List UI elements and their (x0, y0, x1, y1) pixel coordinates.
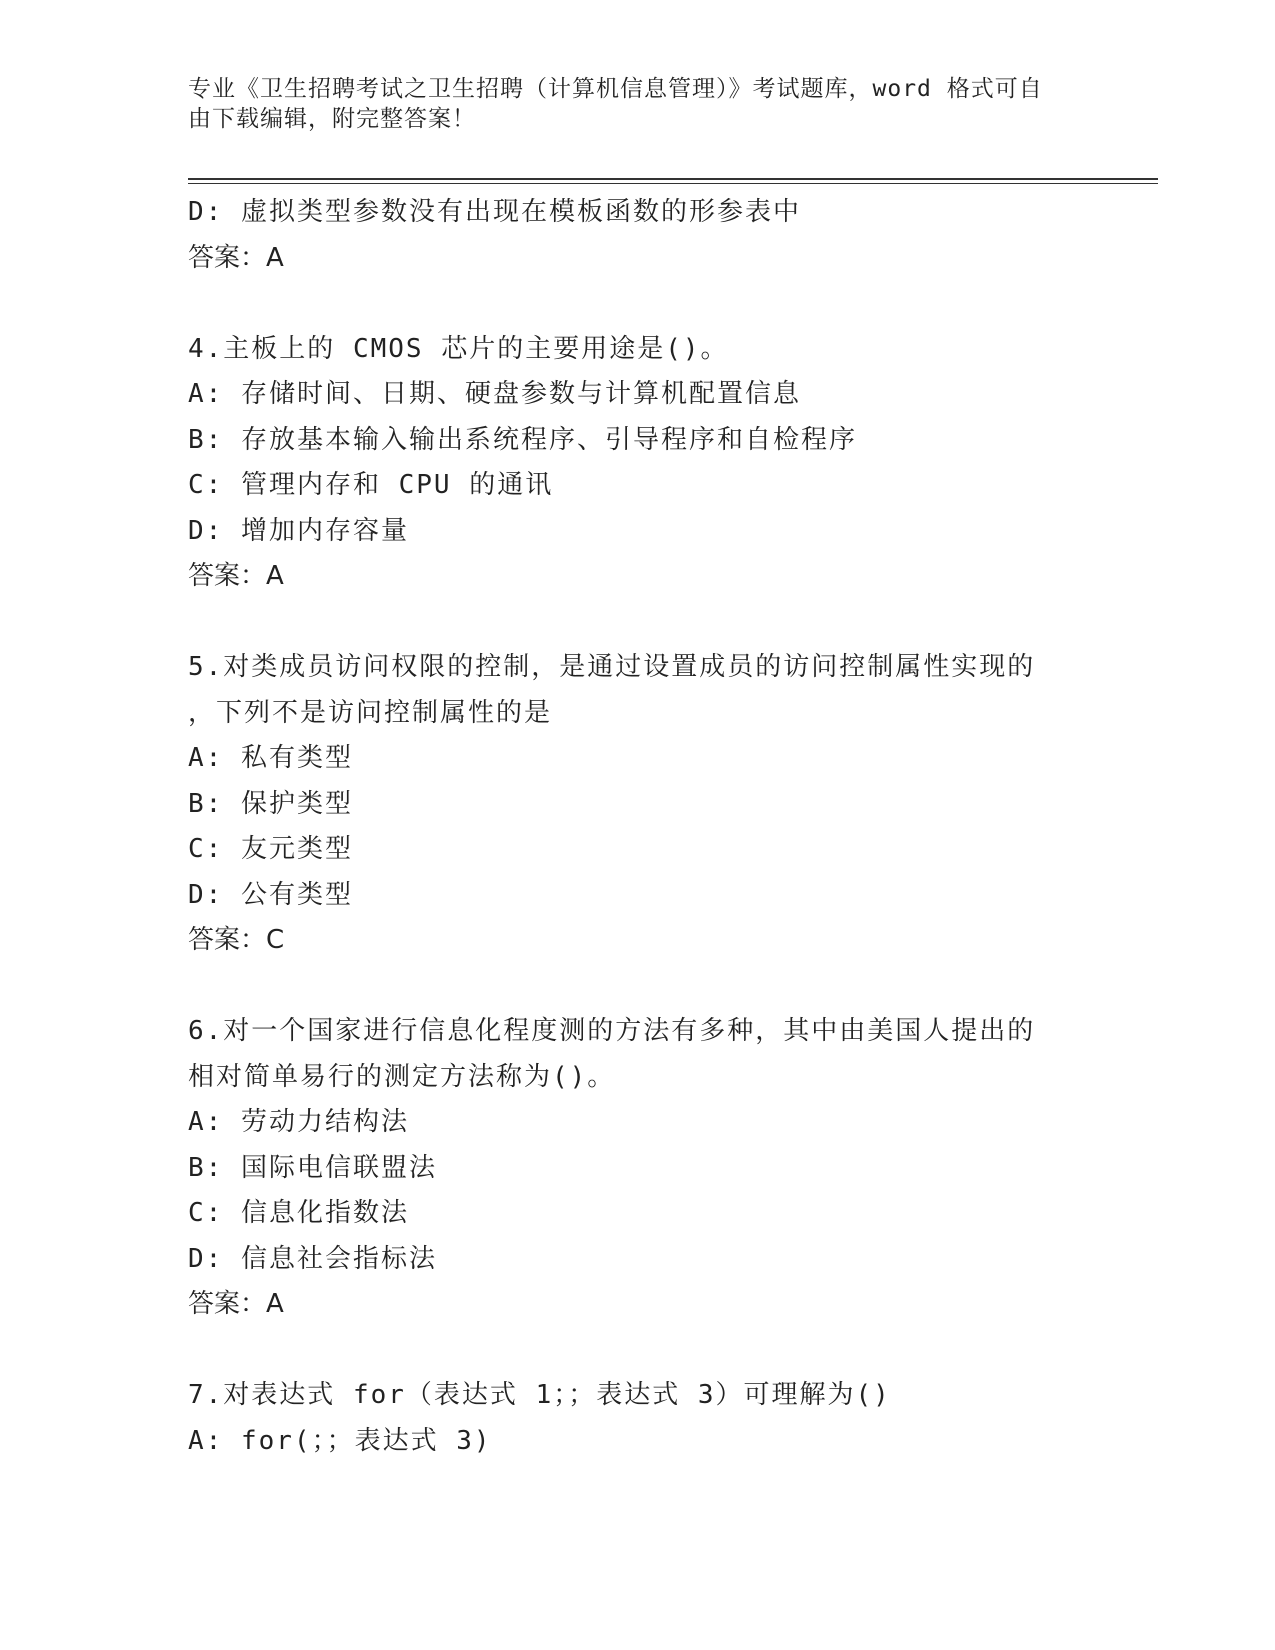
spacer (188, 1328, 1088, 1374)
question-4 (188, 327, 1088, 600)
question-list (188, 190, 1088, 1464)
answer: 答案：A (188, 561, 284, 591)
option-a: A: for(；；表达式 3) (188, 1425, 492, 1456)
question-7 (188, 1373, 1088, 1464)
option-c: C: 信息化指数法 (188, 1198, 409, 1228)
option-b: B: 保护类型 (188, 788, 353, 819)
option-d: D: 虚拟类型参数没有出现在模板函数的形参表中 (188, 197, 801, 227)
question-stem-line-1: 6.对一个国家进行信息化程度测的方法有多种，其中由美国人提出的 (188, 1016, 1036, 1046)
question-5 (188, 645, 1088, 964)
answer: 答案：A (188, 1289, 284, 1319)
option-d: D: 增加内存容量 (188, 515, 409, 546)
spacer (188, 281, 1088, 327)
option-a: A: 存储时间、日期、硬盘参数与计算机配置信息 (188, 379, 801, 409)
header-divider-thick (188, 178, 1158, 180)
question-3-tail (188, 190, 1088, 281)
option-a: A: 劳动力结构法 (188, 1107, 409, 1137)
spacer (188, 600, 1088, 646)
header-line-1: 专业《卫生招聘考试之卫生招聘（计算机信息管理）》考试题库，word 格式可自 (188, 76, 1043, 102)
question-stem: 4.主板上的 CMOS 芯片的主要用途是()。 (188, 333, 729, 364)
spacer (188, 964, 1088, 1010)
option-b: B: 国际电信联盟法 (188, 1152, 437, 1183)
option-a: A: 私有类型 (188, 743, 353, 773)
answer: 答案：A (188, 242, 284, 273)
header-line-2: 由下载编辑，附完整答案！ (188, 106, 476, 132)
option-d: D: 公有类型 (188, 879, 353, 910)
header-divider-thin (188, 183, 1158, 184)
document-header (188, 74, 1088, 134)
option-d: D: 信息社会指标法 (188, 1243, 437, 1274)
option-b: B: 存放基本输入输出系统程序、引导程序和自检程序 (188, 424, 857, 455)
question-stem-line-1: 5.对类成员访问权限的控制，是通过设置成员的访问控制属性实现的 (188, 652, 1036, 682)
question-stem: 7.对表达式 for（表达式 1；；表达式 3）可理解为() (188, 1380, 891, 1410)
question-6 (188, 1009, 1088, 1328)
option-c: C: 管理内存和 CPU 的通讯 (188, 470, 554, 500)
option-c: C: 友元类型 (188, 834, 353, 864)
answer: 答案：C (188, 925, 285, 955)
question-stem-line-2: 相对简单易行的测定方法称为()。 (188, 1061, 616, 1092)
question-stem-line-2: ，下列不是访问控制属性的是 (188, 697, 553, 728)
